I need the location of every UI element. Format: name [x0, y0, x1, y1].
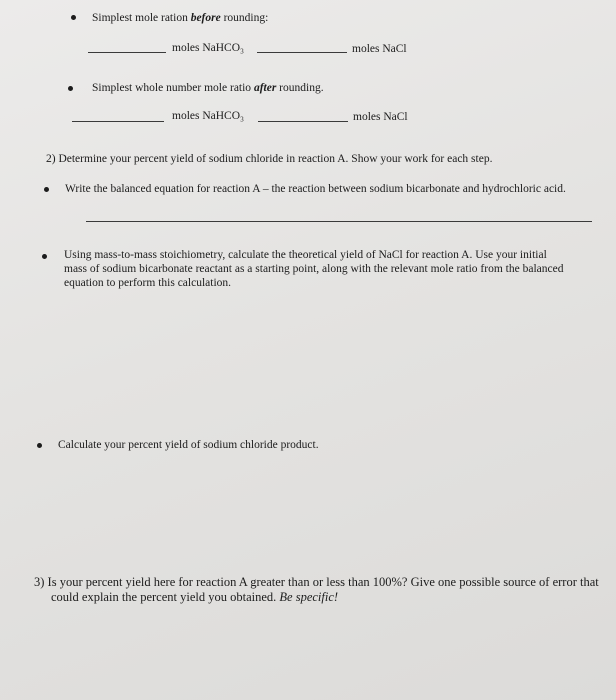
bullet-balanced-equation — [44, 187, 49, 192]
theoretical-yield-prompt-line-2: mass of sodium bicarbonate reactant as a starting point, along with the relevant mole ratio from the balanced — [64, 263, 564, 275]
bullet-percent-yield — [37, 443, 42, 448]
after-rounding-label: Simplest whole number mole ratio after rounding. — [92, 82, 324, 94]
theoretical-yield-prompt-line-1: Using mass-to-mass stoichiometry, calculate the theoretical yield of NaCl for reaction A. Use your initial — [64, 249, 547, 261]
before-nahco3-blank[interactable] — [88, 52, 166, 53]
percent-yield-prompt: Calculate your percent yield of sodium chloride product. — [58, 439, 319, 451]
bullet-after-rounding — [68, 86, 73, 91]
bullet-theoretical-yield — [42, 254, 47, 259]
before-nacl-unit: moles NaCl — [352, 43, 407, 55]
before-rounding-label: Simplest mole ration before rounding: — [92, 12, 269, 24]
balanced-equation-answer-line[interactable] — [86, 221, 592, 222]
after-nahco3-unit: moles NaHCO₃ — [172, 110, 245, 122]
before-nacl-blank[interactable] — [257, 52, 347, 53]
question-3-line-1: 3) Is your percent yield here for reaction A greater than or less than 100%? Give one possible source of error that — [34, 575, 599, 589]
theoretical-yield-prompt-line-3: equation to perform this calculation. — [64, 277, 232, 289]
bullet-before-rounding — [71, 15, 76, 20]
after-nacl-unit: moles NaCl — [353, 111, 408, 123]
after-nahco3-blank[interactable] — [72, 121, 164, 122]
question-2-heading: 2) Determine your percent yield of sodium chloride in reaction A. Show your work for each step. — [46, 153, 493, 165]
before-nahco3-unit: moles NaHCO₃ — [172, 42, 245, 54]
question-3-line-2: could explain the percent yield you obtained. Be specific! — [51, 590, 339, 604]
after-nacl-blank[interactable] — [258, 121, 348, 122]
balanced-equation-prompt: Write the balanced equation for reaction A – the reaction between sodium bicarbonate and hydrochloric acid. — [65, 183, 566, 195]
